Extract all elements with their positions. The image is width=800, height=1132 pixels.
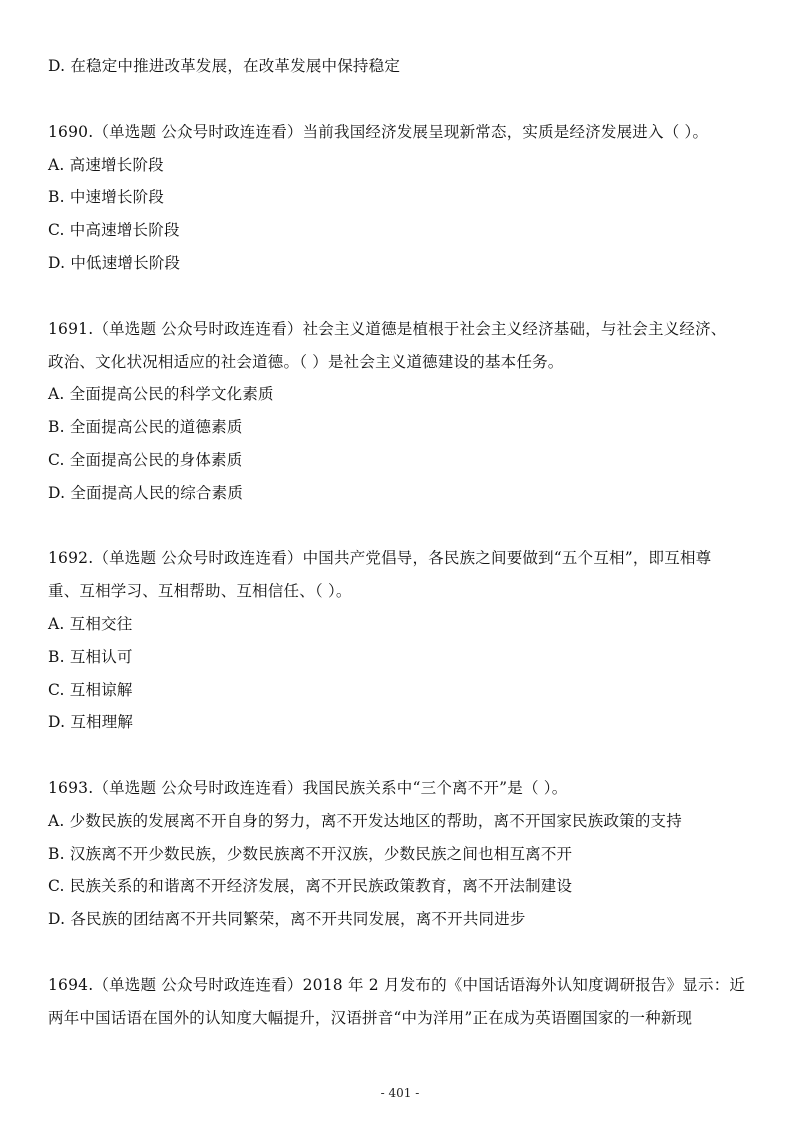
q1690-option-d: D. 中低速增长阶段	[48, 254, 181, 272]
q1692-option-d: D. 互相理解	[48, 713, 134, 731]
q1691-option-b: B. 全面提高公民的道德素质	[48, 418, 243, 436]
q1693-option-a: A. 少数民族的发展离不开自身的努力，离不开发达地区的帮助，离不开国家民族政策的支持	[48, 812, 682, 830]
q1691-option-d: D. 全面提高人民的综合素质	[48, 484, 244, 502]
q1691-stem-line-1: 1691.（单选题 公众号时政连连看）社会主义道德是植根于社会主义经济基础，与社会主义经济、	[48, 320, 727, 338]
prev-question-option-d: D. 在稳定中推进改革发展，在改革发展中保持稳定	[48, 57, 401, 75]
q1693-option-c: C. 民族关系的和谐离不开经济发展，离不开民族政策教育，离不开法制建设	[48, 877, 573, 895]
q1692-stem-line-2: 重、互相学习、互相帮助、互相信任、（ ）。	[48, 582, 352, 600]
q1690-option-a: A. 高速增长阶段	[48, 156, 164, 174]
q1694-stem-line-2: 两年中国话语在国外的认知度大幅提升，汉语拼音“中为洋用”正在成为英语圈国家的一种新现	[48, 1009, 693, 1027]
q1692-option-b: B. 互相认可	[48, 648, 133, 666]
q1693-stem: 1693.（单选题 公众号时政连连看）我国民族关系中“三个离不开”是（ ）。	[48, 779, 568, 797]
q1692-option-c: C. 互相谅解	[48, 681, 133, 699]
q1693-option-d: D. 各民族的团结离不开共同繁荣，离不开共同发展，离不开共同进步	[48, 910, 526, 928]
q1691-option-a: A. 全面提高公民的科学文化素质	[48, 385, 274, 403]
q1690-stem: 1690.（单选题 公众号时政连连看）当前我国经济发展呈现新常态，实质是经济发展进入（ ）。	[48, 123, 709, 141]
q1691-option-c: C. 全面提高公民的身体素质	[48, 451, 243, 469]
q1690-option-c: C. 中高速增长阶段	[48, 221, 180, 239]
page-number: - 401 -	[380, 1086, 420, 1100]
q1691-stem-line-2: 政治、文化状况相适应的社会道德。（ ）是社会主义道德建设的基本任务。	[48, 353, 564, 371]
q1692-stem-line-1: 1692.（单选题 公众号时政连连看）中国共产党倡导，各民族之间要做到“五个互相”，即互相尊	[48, 549, 712, 567]
q1694-stem-line-1: 1694.（单选题 公众号时政连连看）2018 年 2 月发布的《中国话语海外认知度调研报告》显示：近	[48, 976, 746, 994]
q1692-option-a: A. 互相交往	[48, 615, 133, 633]
q1693-option-b: B. 汉族离不开少数民族，少数民族离不开汉族，少数民族之间也相互离不开	[48, 845, 573, 863]
q1690-option-b: B. 中速增长阶段	[48, 188, 165, 206]
